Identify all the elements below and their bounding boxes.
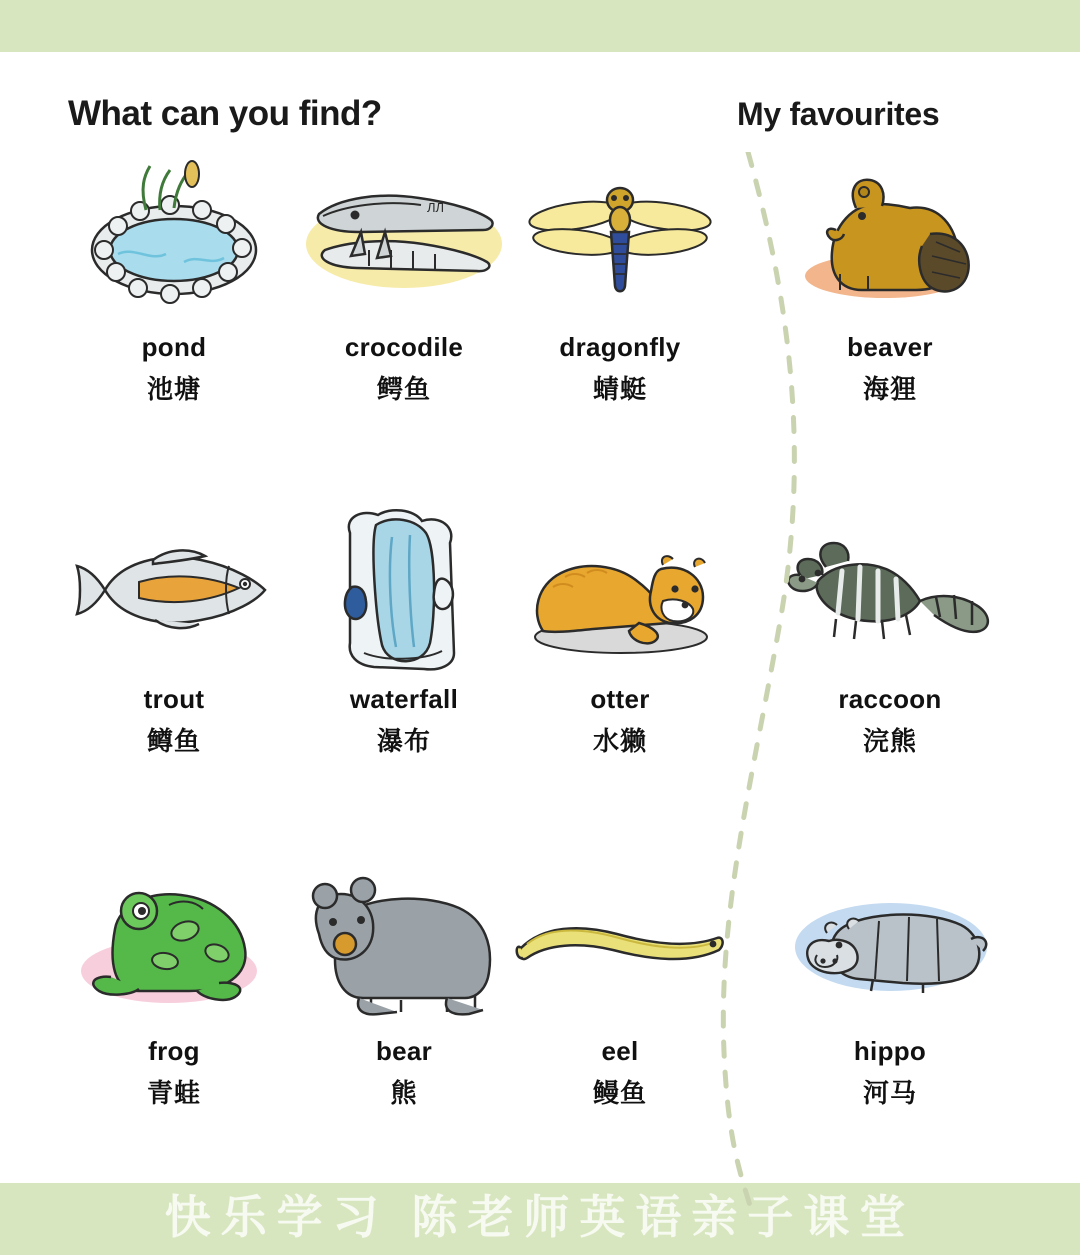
vocab-word-zh: 鳟鱼 <box>146 726 201 756</box>
vocab-word-zh: 瀑布 <box>376 726 431 756</box>
otter-illustration <box>502 500 738 680</box>
beaver-illustration <box>772 148 1008 328</box>
vocab-word-en: trout <box>143 684 205 714</box>
vocab-card-raccoon[interactable] <box>772 500 1008 758</box>
hippo-illustration <box>772 852 1008 1032</box>
vocab-card-beaver[interactable] <box>772 148 1008 406</box>
vocab-card-frog[interactable] <box>56 852 292 1110</box>
waterfall-illustration <box>286 500 522 680</box>
raccoon-illustration <box>772 500 1008 680</box>
vocabulary-row <box>0 148 1080 500</box>
vocab-word-zh: 浣熊 <box>862 726 917 756</box>
page-title-left: What can you find? <box>68 94 382 133</box>
vocab-word-zh: 鳗鱼 <box>592 1078 647 1108</box>
vocab-card-bear[interactable] <box>286 852 522 1110</box>
vocab-word-en: otter <box>590 684 650 714</box>
vocab-word-zh: 水獭 <box>592 726 647 756</box>
vocab-word-en: pond <box>141 332 207 362</box>
page-title-right: My favourites <box>737 96 940 132</box>
vocab-card-eel[interactable] <box>502 852 738 1110</box>
vocab-word-zh: 鳄鱼 <box>376 374 431 404</box>
bear-illustration <box>286 852 522 1032</box>
dragonfly-illustration <box>502 148 738 328</box>
vocab-word-en: raccoon <box>838 684 942 714</box>
vocab-word-zh: 蜻蜓 <box>592 374 647 404</box>
vocabulary-grid <box>0 148 1080 1204</box>
worksheet-page <box>0 52 1080 1183</box>
eel-illustration <box>502 852 738 1032</box>
vocab-word-en: crocodile <box>344 332 464 362</box>
svg-text:ЛЛ: ЛЛ <box>427 200 445 215</box>
watermark-text: 快乐学习 陈老师英语亲子课堂 <box>164 1191 916 1243</box>
vocab-card-dragonfly[interactable] <box>502 148 738 406</box>
vocab-word-en: beaver <box>847 332 933 362</box>
vocab-word-en: waterfall <box>349 684 459 714</box>
frog-illustration <box>56 852 292 1032</box>
vocab-card-trout[interactable] <box>56 500 292 758</box>
vocab-word-zh: 河马 <box>862 1078 917 1108</box>
vocabulary-row <box>0 852 1080 1204</box>
vocab-word-zh: 池塘 <box>146 374 201 404</box>
vocab-card-otter[interactable] <box>502 500 738 758</box>
vocab-card-hippo[interactable] <box>772 852 1008 1110</box>
vocab-word-en: frog <box>148 1036 200 1066</box>
vocab-word-zh: 海狸 <box>862 374 917 404</box>
vocab-card-waterfall[interactable] <box>286 500 522 758</box>
vocab-word-en: hippo <box>853 1036 927 1066</box>
vocab-word-en: bear <box>375 1036 433 1066</box>
vocab-word-zh: 熊 <box>390 1078 418 1108</box>
vocab-card-pond[interactable] <box>56 148 292 406</box>
vocab-card-crocodile[interactable] <box>286 148 522 406</box>
vocabulary-row <box>0 500 1080 852</box>
trout-illustration <box>56 500 292 680</box>
vocab-word-zh: 青蛙 <box>146 1078 201 1108</box>
pond-illustration <box>56 148 292 328</box>
headings <box>0 52 1080 148</box>
vocab-word-en: dragonfly <box>559 332 681 362</box>
vocab-word-en: eel <box>601 1036 639 1066</box>
crocodile-illustration <box>286 148 522 328</box>
